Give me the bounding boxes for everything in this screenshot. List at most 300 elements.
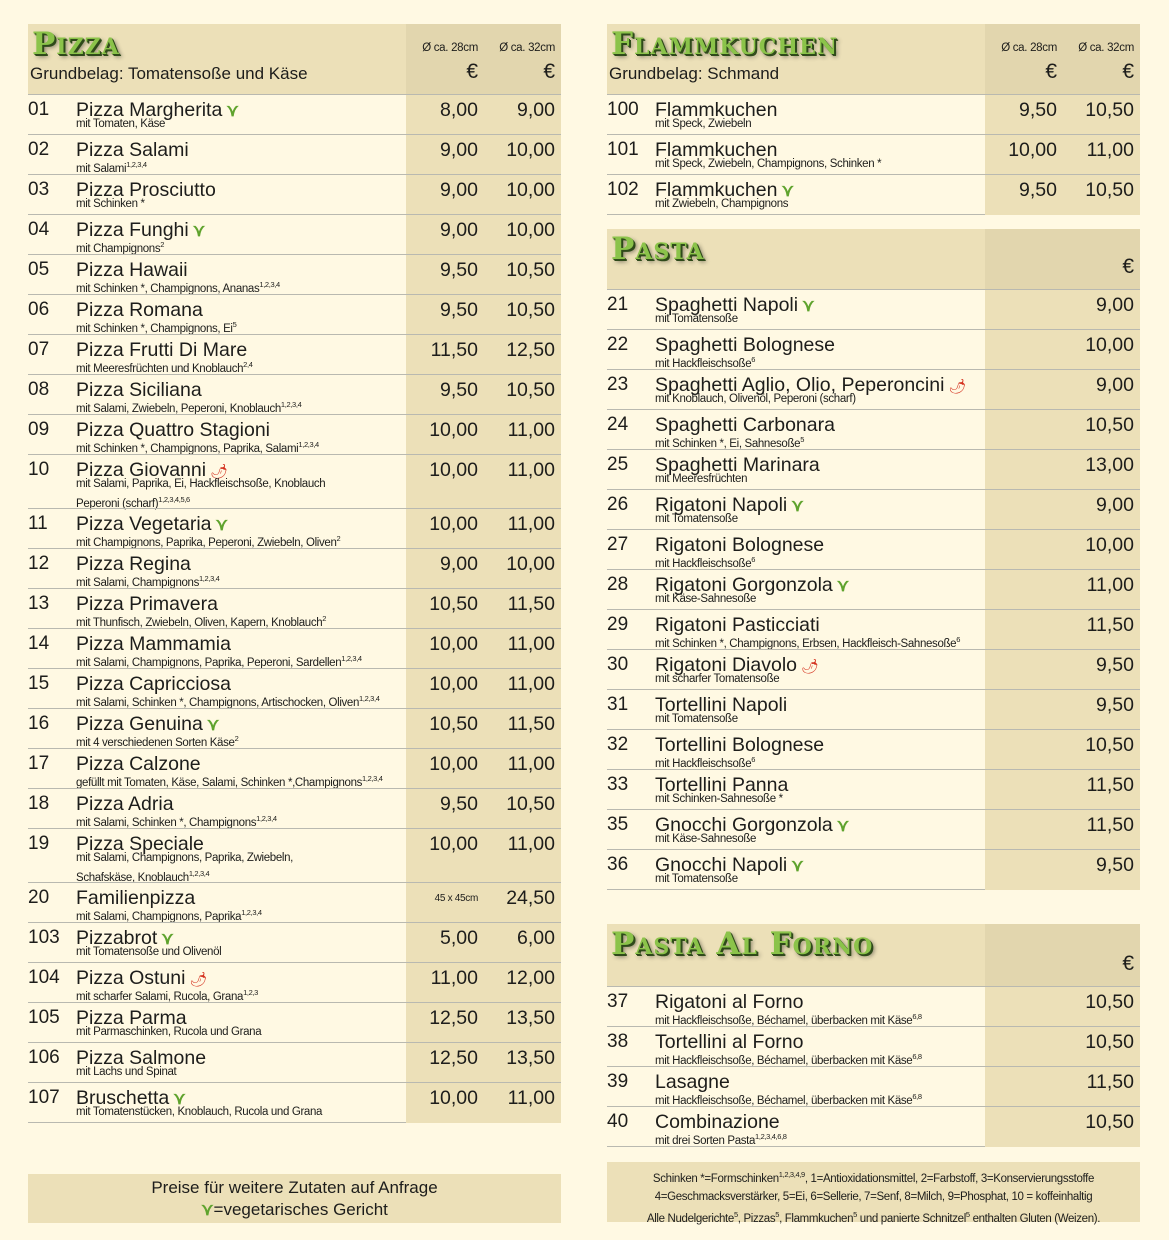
item-number: 03 <box>28 179 50 200</box>
item-name: Rigatoni Bolognese <box>655 534 825 556</box>
item-number: 24 <box>607 414 629 435</box>
item-name: Bruschetta ⋎ <box>76 1087 186 1109</box>
item-number: 31 <box>607 694 629 715</box>
item-name: Lasagne <box>655 1071 730 1093</box>
price-large: 11,50 <box>1086 1071 1134 1093</box>
menu-item <box>28 294 561 334</box>
price-small: 9,50 <box>440 793 478 815</box>
item-description: mit Hackfleischsoße, Béchamel, überbacken mit Käse$^{6,8}$ <box>655 1092 922 1107</box>
menu-item <box>607 1026 1140 1066</box>
pasta-al-forno-title: Pasta Al Forno <box>611 926 874 962</box>
item-name: Rigatoni Napoli ⋎ <box>655 494 804 516</box>
menu-item <box>607 769 1140 809</box>
item-name: Pizza Romana <box>76 299 203 321</box>
item-name: Pizza Capricciosa <box>76 673 231 695</box>
menu-item <box>28 962 561 1002</box>
price-small: 9,50 <box>440 259 478 281</box>
price-small: 10,00 <box>429 459 478 481</box>
price-large: 9,50 <box>1096 654 1134 676</box>
item-number: 28 <box>607 574 629 595</box>
price-large: 11,50 <box>1086 814 1134 836</box>
item-name: Spaghetti Napoli ⋎ <box>655 294 815 316</box>
menu-item <box>28 708 561 748</box>
item-description: mit Tomatensoße <box>655 313 738 325</box>
item-description: mit Salami, Champignons, Paprika, Zwiebeln, <box>76 852 293 864</box>
item-description: mit Salami, Champignons, Paprika$^{1,2,3,4}$ <box>76 908 262 923</box>
item-description: mit Käse-Sahnesoße <box>655 593 757 605</box>
price-small: 9,00 <box>440 219 478 241</box>
price-small: 9,50 <box>1019 99 1057 121</box>
menu-item <box>28 374 561 414</box>
price-large: 11,00 <box>507 513 555 535</box>
item-description: mit Salami, Champignons$^{1,2,3,4}$ <box>76 574 220 589</box>
menu-item <box>28 508 561 548</box>
item-description: mit Salami, Schinken *, Champignons, Artischocken, Oliven$^{1,2,3,4}$ <box>76 694 380 709</box>
item-description: mit Champignons$^2$ <box>76 240 165 255</box>
menu-item <box>28 1002 561 1042</box>
price-large: 10,50 <box>506 259 555 281</box>
item-name: Pizza Frutti Di Mare <box>76 339 248 361</box>
item-number: 39 <box>607 1071 629 1092</box>
pasta-al-forno-list <box>607 986 1140 1147</box>
item-number: 103 <box>28 927 60 948</box>
menu-item <box>607 289 1140 329</box>
menu-item <box>607 94 1140 134</box>
price-large: 11,50 <box>1086 614 1134 636</box>
menu-item <box>28 214 561 254</box>
item-number: 08 <box>28 379 50 400</box>
menu-item <box>28 254 561 294</box>
price-large: 11,00 <box>507 1087 555 1109</box>
item-number: 38 <box>607 1031 629 1052</box>
item-name: Spaghetti Bolognese <box>655 334 835 356</box>
item-description: mit Schinken *, Champignons, Erbsen, Hackfleisch-Sahnesoße$^6$ <box>655 635 961 650</box>
currency-label: € <box>543 60 555 83</box>
chili-icon: 🌶 <box>801 658 819 674</box>
item-description: mit Schinken * <box>76 198 145 210</box>
price-small: 10,50 <box>429 713 478 735</box>
vegetarian-icon: ⋎ <box>201 1200 214 1219</box>
item-number: 107 <box>28 1087 60 1108</box>
pizza-list <box>28 94 561 1123</box>
item-name: Pizza Giovanni 🌶 <box>76 459 228 481</box>
item-description: gefüllt mit Tomaten, Käse, Salami, Schinken *,Champignons$^{1,2,3,4}$ <box>76 774 383 789</box>
price-small: 9,50 <box>1019 179 1057 201</box>
price-large: 11,00 <box>507 633 555 655</box>
item-name: Tortellini al Forno <box>655 1031 804 1053</box>
vegetarian-icon: ⋎ <box>215 515 228 534</box>
item-name: Pizza Quattro Stagioni <box>76 419 271 441</box>
item-number: 05 <box>28 259 50 280</box>
item-number: 11 <box>28 513 48 534</box>
flammkuchen-title: Flammkuchen <box>611 26 838 62</box>
item-description: mit Champignons, Paprika, Peperoni, Zwiebeln, Oliven$^2$ <box>76 534 341 549</box>
item-name: Tortellini Bolognese <box>655 734 825 756</box>
menu-item <box>28 174 561 214</box>
item-number: 19 <box>28 833 50 854</box>
vegetarian-legend: =vegetarisches Gericht <box>213 1200 388 1219</box>
item-description: mit Meeresfrüchten und Knoblauch$^{2,4}$ <box>76 360 253 375</box>
item-description: mit Schinken *, Champignons, Paprika, Salami$^{1,2,3,4}$ <box>76 440 319 455</box>
item-number: 02 <box>28 139 50 160</box>
item-name: Spaghetti Carbonara <box>655 414 835 436</box>
item-number: 30 <box>607 654 629 675</box>
price-large: 10,50 <box>1085 414 1134 436</box>
flammkuchen-header <box>607 24 1140 94</box>
size-28-label: Ø ca. 28cm <box>1001 42 1057 54</box>
item-number: 33 <box>607 774 629 795</box>
item-description: mit Speck, Zwiebeln <box>655 118 752 130</box>
extra-toppings-note: Preise für weitere Zutaten auf Anfrage <box>151 1178 438 1197</box>
menu-item <box>607 134 1140 174</box>
item-number: 102 <box>607 179 639 200</box>
item-number: 04 <box>28 219 50 240</box>
item-number: 106 <box>28 1047 60 1068</box>
item-name: Pizza Calzone <box>76 753 201 775</box>
item-description: mit Tomaten, Käse <box>76 118 166 130</box>
item-number: 36 <box>607 854 629 875</box>
price-large: 11,00 <box>507 459 555 481</box>
price-small: 8,00 <box>440 99 478 121</box>
item-name: Pizza Salmone <box>76 1047 207 1069</box>
menu-item <box>607 449 1140 489</box>
price-small: 12,50 <box>429 1007 478 1029</box>
item-name: Tortellini Panna <box>655 774 789 796</box>
menu-item <box>28 882 561 922</box>
item-name: Pizza Mammamia <box>76 633 231 655</box>
item-description: mit Schinken *, Champignons, Ei$^5$ <box>76 320 237 335</box>
item-description: mit Salami, Schinken *, Champignons$^{1,2,3,4}$ <box>76 814 277 829</box>
vegetarian-icon: ⋎ <box>802 296 815 315</box>
currency-label: € <box>1122 255 1134 278</box>
item-description: mit Hackfleischsoße, Béchamel, überbacken mit Käse$^{6,8}$ <box>655 1012 922 1027</box>
item-name: Rigatoni Pasticciati <box>655 614 820 636</box>
item-number: 16 <box>28 713 50 734</box>
menu-item <box>28 748 561 788</box>
item-number: 35 <box>607 814 629 835</box>
item-number: 100 <box>607 99 639 120</box>
vegetarian-icon: ⋎ <box>161 929 174 948</box>
menu-item <box>607 689 1140 729</box>
price-small: 45 x 45cm <box>434 893 478 904</box>
item-description: mit Meeresfrüchten <box>655 473 748 485</box>
pasta-al-forno-header <box>607 924 1140 986</box>
item-description: mit Tomatenstücken, Knoblauch, Rucola und Grana <box>76 1106 323 1118</box>
allergen-legend: Schinken *=Formschinken$^{1,2,3,4,9}$, 1=Antioxidationsmittel, 2=Farbstoff, 3=Konservierungsstoffe 4=Geschmacksverstärker, 5=Ei, 6=Sellerie, 7=Senf, 8=Milch, 9=Phosphat, 10 = koffeinhaltig Alle Nudelgerichte$^5$, Pizzas$^5$, Flammkuchen$^5$ und panierte Schnitzel$^5$ enthalten Gluten (Weizen). <box>607 1162 1140 1222</box>
item-description: mit Knoblauch, Olivenöl, Peperoni (scharf) <box>655 393 856 405</box>
price-large: 6,00 <box>517 927 555 949</box>
menu-item <box>607 489 1140 529</box>
price-large: 10,00 <box>506 179 555 201</box>
menu-item <box>607 1066 1140 1106</box>
item-name: Pizza Prosciutto <box>76 179 216 201</box>
item-number: 15 <box>28 673 50 694</box>
item-number: 101 <box>607 139 639 160</box>
menu-item <box>28 922 561 962</box>
price-large: 10,50 <box>506 379 555 401</box>
price-large: 11,50 <box>1086 774 1134 796</box>
price-large: 9,00 <box>517 99 555 121</box>
price-small: 12,50 <box>429 1047 478 1069</box>
menu-item <box>607 569 1140 609</box>
price-small: 10,00 <box>429 1087 478 1109</box>
price-small: 9,00 <box>440 139 478 161</box>
item-description: mit Tomatensoße <box>655 513 738 525</box>
price-large: 24,50 <box>506 887 555 909</box>
item-number: 17 <box>28 753 50 774</box>
price-small: 9,00 <box>440 553 478 575</box>
price-large: 10,50 <box>506 793 555 815</box>
item-name: Pizza Speciale <box>76 833 204 855</box>
menu-item <box>28 788 561 828</box>
item-description: mit Tomatensoße <box>655 873 738 885</box>
pizza-header <box>28 24 561 94</box>
item-name: Pizzabrot ⋎ <box>76 927 174 949</box>
price-large: 11,00 <box>507 419 555 441</box>
item-number: 18 <box>28 793 50 814</box>
price-large: 13,00 <box>1085 454 1134 476</box>
pizza-section <box>28 24 561 1123</box>
menu-item <box>28 628 561 668</box>
flammkuchen-subtitle: Grundbelag: Schmand <box>609 64 780 83</box>
item-name: Pizza Primavera <box>76 593 218 615</box>
price-large: 13,50 <box>506 1047 555 1069</box>
price-small: 5,00 <box>440 927 478 949</box>
price-small: 11,00 <box>430 967 478 989</box>
item-number: 12 <box>28 553 50 574</box>
item-name: Pizza Adria <box>76 793 174 815</box>
price-large: 11,50 <box>507 713 555 735</box>
item-description: mit Speck, Zwiebeln, Champignons, Schinken * <box>655 158 882 170</box>
price-small: 10,00 <box>429 513 478 535</box>
item-description: mit drei Sorten Pasta$^{1,2,3,4,6,8}$ <box>655 1132 787 1147</box>
currency-label: € <box>1045 60 1057 83</box>
item-description: mit scharfer Tomatensoße <box>655 673 780 685</box>
vegetarian-icon: ⋎ <box>781 181 794 200</box>
price-large: 10,00 <box>1085 534 1134 556</box>
menu-item <box>607 649 1140 689</box>
price-large: 10,50 <box>1085 734 1134 756</box>
item-name: Gnocchi Gorgonzola ⋎ <box>655 814 850 836</box>
item-description: mit Zwiebeln, Champignons <box>655 198 789 210</box>
price-large: 11,00 <box>507 833 555 855</box>
item-description: mit Hackfleischsoße$^6$ <box>655 755 756 770</box>
item-number: 27 <box>607 534 629 555</box>
item-description: mit Hackfleischsoße$^6$ <box>655 355 756 370</box>
item-number: 10 <box>28 459 50 480</box>
item-number: 37 <box>607 991 629 1012</box>
price-large: 10,50 <box>1085 991 1134 1013</box>
item-description: mit Schinken-Sahnesoße * <box>655 793 783 805</box>
menu-item <box>28 414 561 454</box>
item-description: mit Salami, Champignons, Paprika, Peperoni, Sardellen$^{1,2,3,4}$ <box>76 654 362 669</box>
menu-item <box>607 609 1140 649</box>
price-large: 9,50 <box>1096 854 1134 876</box>
item-number: 06 <box>28 299 50 320</box>
item-name: Pizza Hawaii <box>76 259 188 281</box>
item-description: mit Tomatensoße und Olivenöl <box>76 946 222 958</box>
item-number: 01 <box>28 99 50 120</box>
pasta-header <box>607 229 1140 289</box>
menu-item <box>28 1082 561 1122</box>
item-description: mit scharfer Salami, Rucola, Grana$^{1,2,3}$ <box>76 988 258 1003</box>
price-small: 10,00 <box>1008 139 1057 161</box>
price-small: 10,00 <box>429 833 478 855</box>
price-small: 9,00 <box>440 179 478 201</box>
item-number: 23 <box>607 374 629 395</box>
item-number: 07 <box>28 339 50 360</box>
price-small: 10,00 <box>429 673 478 695</box>
menu-item <box>28 1042 561 1082</box>
item-number: 13 <box>28 593 50 614</box>
item-description: mit Käse-Sahnesoße <box>655 833 757 845</box>
item-name: Rigatoni al Forno <box>655 991 804 1013</box>
price-large: 10,00 <box>1085 334 1134 356</box>
price-large: 10,50 <box>1085 1031 1134 1053</box>
pizza-title: Pizza <box>32 26 120 62</box>
menu-item <box>607 986 1140 1026</box>
price-large: 9,00 <box>1096 294 1134 316</box>
menu-item <box>607 849 1140 889</box>
item-name: Spaghetti Aglio, Olio, Peperoncini 🌶 <box>655 374 967 396</box>
item-name: Pizza Funghi ⋎ <box>76 219 206 241</box>
price-large: 9,00 <box>1096 494 1134 516</box>
item-name: Pizza Genuina ⋎ <box>76 713 220 735</box>
item-name: Familienpizza <box>76 887 196 909</box>
item-number: 32 <box>607 734 629 755</box>
price-large: 12,50 <box>506 339 555 361</box>
vegetarian-icon: ⋎ <box>836 576 850 595</box>
item-description: mit 4 verschiedenen Sorten Käse$^2$ <box>76 734 239 749</box>
item-number: 21 <box>607 294 629 315</box>
price-small: 9,50 <box>440 299 478 321</box>
item-name: Rigatoni Diavolo 🌶 <box>655 654 819 676</box>
menu-item <box>607 329 1140 369</box>
price-large: 11,50 <box>507 593 555 615</box>
menu-item <box>607 529 1140 569</box>
vegetarian-icon: ⋎ <box>173 1089 186 1108</box>
item-number: 25 <box>607 454 629 475</box>
item-name: Combinazione <box>655 1111 780 1133</box>
item-name: Flammkuchen ⋎ <box>655 179 794 201</box>
price-large: 12,00 <box>506 967 555 989</box>
menu-item <box>28 548 561 588</box>
item-name: Pizza Margherita ⋎ <box>76 99 239 121</box>
price-large: 11,00 <box>1086 574 1134 596</box>
vegetarian-icon: ⋎ <box>791 496 804 515</box>
menu-item <box>28 828 561 882</box>
price-large: 9,00 <box>1096 374 1134 396</box>
item-description: mit Schinken *, Champignons, Ananas$^{1,2,3,4}$ <box>76 280 280 295</box>
item-number: 29 <box>607 614 629 635</box>
price-large: 10,00 <box>506 219 555 241</box>
price-large: 10,50 <box>1085 1111 1134 1133</box>
vegetarian-icon: ⋎ <box>206 715 220 734</box>
item-description: Schafskäse, Knoblauch$^{1,2,3,4}$ <box>76 869 210 884</box>
item-name: Pizza Ostuni 🌶 <box>76 967 208 989</box>
item-name: Flammkuchen <box>655 99 778 121</box>
item-description: mit Hackfleischsoße$^6$ <box>655 555 756 570</box>
price-large: 10,50 <box>1085 179 1134 201</box>
item-number: 09 <box>28 419 50 440</box>
menu-item <box>607 809 1140 849</box>
price-small: 11,50 <box>430 339 478 361</box>
flammkuchen-list <box>607 94 1140 215</box>
menu-item <box>28 454 561 508</box>
menu-item <box>607 409 1140 449</box>
pasta-list <box>607 289 1140 890</box>
vegetarian-icon: ⋎ <box>836 816 850 835</box>
item-name: Flammkuchen <box>655 139 778 161</box>
menu-item <box>28 668 561 708</box>
item-description: mit Salami, Zwiebeln, Peperoni, Knoblauch$^{1,2,3,4}$ <box>76 400 302 415</box>
item-description: mit Lachs und Spinat <box>76 1066 177 1078</box>
item-description: mit Schinken *, Ei, Sahnesoße$^5$ <box>655 435 805 450</box>
vegetarian-icon: ⋎ <box>192 221 206 240</box>
item-description: mit Thunfisch, Zwiebeln, Oliven, Kapern, Knoblauch$^2$ <box>76 614 327 629</box>
vegetarian-icon: ⋎ <box>791 856 804 875</box>
item-number: 22 <box>607 334 629 355</box>
item-name: Spaghetti Marinara <box>655 454 820 476</box>
item-name: Rigatoni Gorgonzola ⋎ <box>655 574 850 596</box>
price-large: 10,50 <box>506 299 555 321</box>
menu-item <box>607 1106 1140 1146</box>
item-name: Pizza Salami <box>76 139 189 161</box>
item-number: 105 <box>28 1007 60 1028</box>
item-name: Gnocchi Napoli ⋎ <box>655 854 804 876</box>
price-large: 11,00 <box>507 753 555 775</box>
item-description: mit Hackfleischsoße, Béchamel, überbacken mit Käse$^{6,8}$ <box>655 1052 922 1067</box>
vegetarian-icon: ⋎ <box>226 101 239 120</box>
currency-label: € <box>1122 60 1134 83</box>
pasta-title: Pasta <box>611 231 705 267</box>
right-column <box>607 24 1140 1147</box>
menu-item <box>28 94 561 134</box>
item-name: Pizza Vegetaria ⋎ <box>76 513 228 535</box>
size-32-label: Ø ca. 32cm <box>499 42 555 54</box>
size-28-label: Ø ca. 28cm <box>422 42 478 54</box>
menu-item <box>28 588 561 628</box>
item-number: 20 <box>28 887 50 908</box>
item-name: Tortellini Napoli <box>655 694 788 716</box>
menu-item <box>607 729 1140 769</box>
item-name: Pizza Parma <box>76 1007 187 1029</box>
chili-icon: 🌶 <box>189 971 208 987</box>
price-large: 11,00 <box>507 673 555 695</box>
item-name: Pizza Siciliana <box>76 379 202 401</box>
menu-item <box>28 134 561 174</box>
item-number: 40 <box>607 1111 629 1132</box>
price-large: 11,00 <box>1086 139 1134 161</box>
chili-icon: 🌶 <box>948 378 967 394</box>
currency-label: € <box>466 60 478 83</box>
price-large: 10,00 <box>506 553 555 575</box>
price-small: 9,50 <box>440 379 478 401</box>
menu-item <box>28 334 561 374</box>
item-description: mit Salami$^{1,2,3,4}$ <box>76 160 147 175</box>
pizza-footnote <box>28 1174 561 1223</box>
item-number: 104 <box>28 967 60 988</box>
price-small: 10,00 <box>429 753 478 775</box>
menu-item <box>607 174 1140 214</box>
size-32-label: Ø ca. 32cm <box>1078 42 1134 54</box>
price-large: 13,50 <box>506 1007 555 1029</box>
price-large: 10,00 <box>506 139 555 161</box>
price-large: 10,50 <box>1085 99 1134 121</box>
item-number: 26 <box>607 494 629 515</box>
item-number: 14 <box>28 633 50 654</box>
pizza-subtitle: Grundbelag: Tomatensoße und Käse <box>30 64 308 83</box>
